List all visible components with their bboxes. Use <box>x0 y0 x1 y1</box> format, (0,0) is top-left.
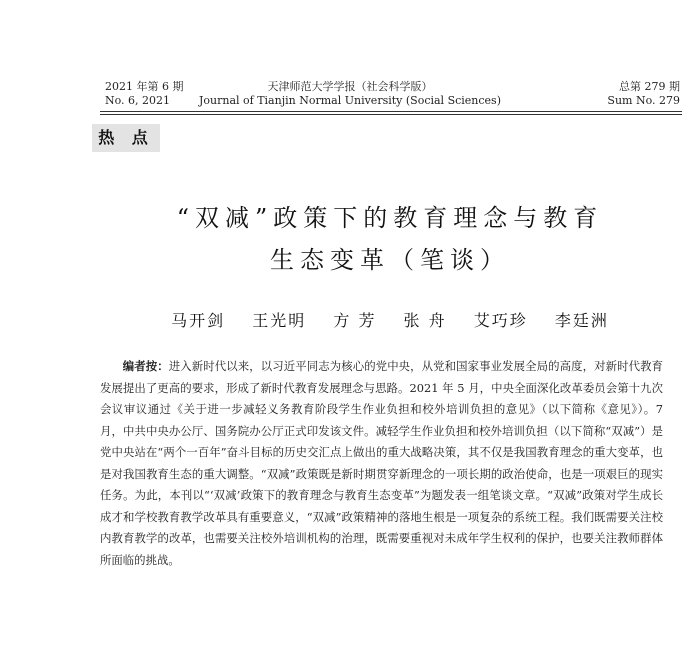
author-list <box>90 308 690 331</box>
issue-info <box>105 80 183 108</box>
header-rule-top <box>100 111 682 112</box>
editor-note-label: 编者按： <box>122 359 169 373</box>
author-name: 李廷洲 <box>554 311 609 330</box>
author-name: 张 舟 <box>403 311 447 330</box>
journal-name-en: Journal of Tianjin Normal University (Social Sciences) <box>198 94 501 107</box>
issue-number-cn: 2021 年第 6 期 <box>105 80 184 93</box>
editor-note-body: 进入新时代以来，以习近平同志为核心的党中央，从党和国家事业发展全局的高度，对新时代教育发展提出了更高的要求，形成了新时代教育发展理念与思路。2021 年 5 月，中央全面深化改革委员会第十九次会议审议通过《关于进一步减轻义务教育阶段学生作业负担和校外培训负担的意见》（以下简称《意见》）。7 月，中共中央办公厅、国务院办公厅正式印发该文件。减轻学生作业负担和校外培训负担（以下简称“双减”）是党中央站在“两个一百年”奋斗目标的历史交汇点上做出的重大战略决策，其不仅是我国教育理念的重大变革，也是对我国教育生态的重大调整。“双减”政策既是新时期贯穿新理念的一项长期的政治使命，也是一项艰巨的现实任务。为此，本刊以“‘双减’政策下的教育理念与教育生态变革”为题发表一组笔谈文章。“双减”政策对学生成长成才和学校教育教学改革具有重要意义，“双减”政策精神的落地生根是一项复杂的系统工程。我们既需要关注校内教育教学的改革，也需要关注校外培训机构的治理，既需要重视对未成年学生权利的保护，也要关注教师群体所面临的挑战。 <box>100 359 663 567</box>
sum-number-en: Sum No. 279 <box>607 94 680 107</box>
author-name: 马开剑 <box>171 311 226 330</box>
editor-note <box>100 356 663 571</box>
section-tag: 热 点 <box>92 124 160 152</box>
journal-name-cn: 天津师范大学学报（社会科学版） <box>267 80 433 93</box>
journal-name <box>180 80 520 108</box>
sum-info <box>590 80 680 108</box>
article-title-line1: “双减”政策下的教育理念与教育 <box>176 204 604 232</box>
article-title-line2: 生态变革（笔谈） <box>270 246 510 274</box>
issue-number-en: No. 6, 2021 <box>105 94 171 107</box>
sum-number-cn: 总第 279 期 <box>619 80 680 93</box>
author-name: 方 芳 <box>333 311 377 330</box>
header-rule-bottom <box>100 114 682 115</box>
author-name: 艾巧珍 <box>473 311 528 330</box>
author-name: 王光明 <box>252 311 307 330</box>
